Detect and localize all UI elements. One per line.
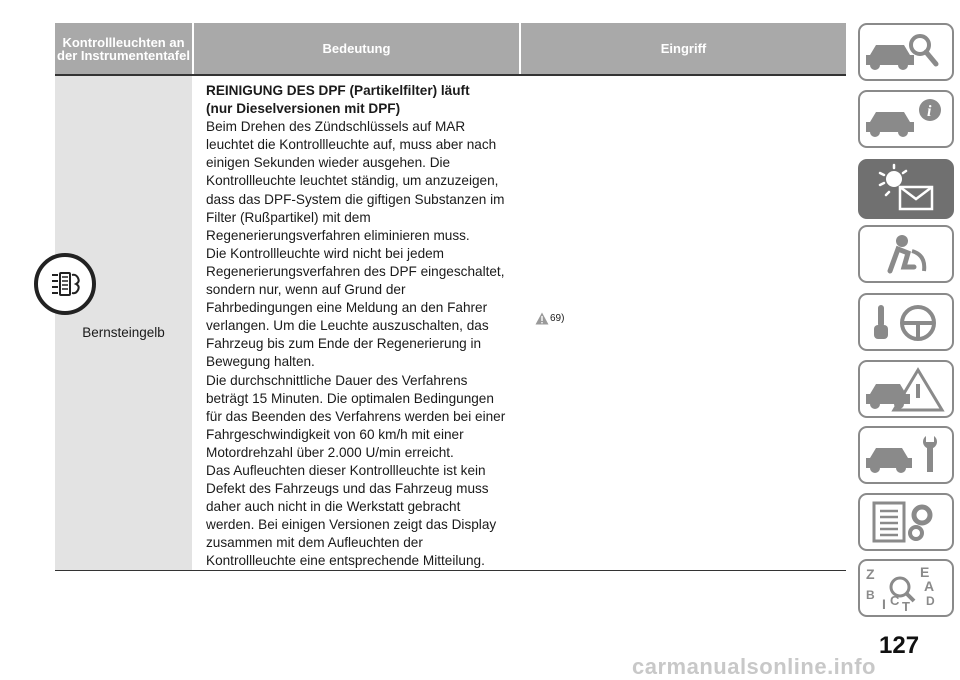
meaning-line: Kontrollleuchte leuchtet ständig, um anzuzeigen, xyxy=(206,173,499,189)
svg-text:D: D xyxy=(926,594,935,608)
tab-emergency[interactable] xyxy=(858,360,954,418)
meaning-line: Defekt des Fahrzeugs und das Fahrzeug muss xyxy=(206,481,489,497)
meaning-line: Fahrzeug bis zum Ende der Regenerierung in xyxy=(206,336,482,352)
meaning-line: für das Beenden des Verfahrens werden bei einer xyxy=(206,408,506,424)
meaning-line: sondern nur, wenn auf Grund der xyxy=(206,282,406,298)
svg-text:Z: Z xyxy=(866,566,875,582)
meaning-line: Beim Drehen des Zündschlüssels auf MAR xyxy=(206,119,466,135)
specifications-gear-icon xyxy=(860,495,952,549)
meaning-line: leuchtet die Kontrollleuchte auf, muss aber nach xyxy=(206,137,497,153)
meaning-line: daher auch nicht in die Werkstatt gebracht xyxy=(206,499,461,515)
meaning-line: einigen Sekunden wieder ausgehen. Die xyxy=(206,155,451,171)
warning-triangle-icon xyxy=(535,312,549,325)
alphabetical-index-icon xyxy=(860,561,952,615)
meaning-line: Die Kontrollleuchte wird nicht bei jedem xyxy=(206,245,445,261)
meaning-line: dass das DPF-System die giftigen Substanzen im xyxy=(206,191,505,207)
svg-text:A: A xyxy=(924,578,935,594)
tab-warning-lights[interactable] xyxy=(858,159,954,219)
meaning-line: Regenerierungsverfahren des DPF eingeschaltet, xyxy=(206,263,505,279)
meaning-line: Kontrollleuchte eine entsprechende Mitteilung. xyxy=(206,553,485,569)
lamp-color-label: Bernsteingelb xyxy=(82,325,165,340)
meaning-line: Motordrehzahl über 2.000 U/min erreicht. xyxy=(206,444,454,460)
svg-text:i: i xyxy=(927,103,932,120)
svg-text:T: T xyxy=(902,599,910,614)
car-info-icon xyxy=(860,92,952,146)
header-action: Eingriff xyxy=(521,23,846,74)
meaning-line: werden. Bei einigen Versionen zeigt das Display xyxy=(206,517,497,533)
airbag-seat-icon xyxy=(860,227,952,281)
dpf-warning-light-icon xyxy=(34,253,96,315)
tab-safety[interactable] xyxy=(858,225,954,283)
tab-maintenance[interactable] xyxy=(858,426,954,484)
meaning-line: Fahrbedingungen eine Meldung an den Fahrer xyxy=(206,300,488,316)
meaning-line: Regenerierungsverfahren eliminieren muss. xyxy=(206,227,470,243)
meaning-line: Filter (Rußpartikel) mit dem xyxy=(206,209,371,225)
watermark: carmanualsonline.info xyxy=(632,654,876,679)
meaning-line: beträgt 15 Minuten. Die optimalen Bedingungen xyxy=(206,390,494,406)
meaning-line: Die durchschnittliche Dauer des Verfahrens xyxy=(206,372,468,388)
meaning-text xyxy=(206,82,524,571)
key-steering-wheel-icon xyxy=(860,295,952,349)
meaning-line: zusammen mit dem Aufleuchten der xyxy=(206,535,423,551)
tab-technical-data[interactable] xyxy=(858,493,954,551)
svg-text:I: I xyxy=(882,596,886,612)
meaning-line: Bewegung halten. xyxy=(206,354,315,370)
action-reference-number: 69) xyxy=(550,313,565,324)
svg-text:B: B xyxy=(866,588,875,602)
tab-car-info[interactable] xyxy=(858,90,954,148)
car-wrench-icon xyxy=(860,428,952,482)
tab-index[interactable] xyxy=(858,559,954,617)
tab-starting-driving[interactable] xyxy=(858,293,954,351)
meaning-line: Fahrgeschwindigkeit von 60 km/h mit einer xyxy=(206,426,464,442)
meaning-title-line1: REINIGUNG DES DPF (Partikelfilter) läuft xyxy=(206,83,470,98)
header-warning-lights: Kontrollleuchten an der Instrumententafel xyxy=(55,23,192,74)
warning-light-message-icon xyxy=(860,161,952,217)
page-number: 127 xyxy=(879,632,920,659)
car-search-icon xyxy=(860,25,952,79)
tab-car-search[interactable] xyxy=(858,23,954,81)
car-emergency-icon xyxy=(860,362,952,416)
meaning-line: Das Aufleuchten dieser Kontrollleuchte ist kein xyxy=(206,462,486,478)
svg-text:C: C xyxy=(890,593,900,608)
lamp-column xyxy=(55,76,192,570)
svg-text:E: E xyxy=(920,564,930,580)
header-meaning: Bedeutung xyxy=(194,23,519,74)
meaning-line: verlangen. Um die Leuchte auszuschalten, das xyxy=(206,318,489,334)
meaning-title-line2: (nur Dieselversionen mit DPF) xyxy=(206,101,401,117)
action-reference[interactable] xyxy=(535,312,564,325)
